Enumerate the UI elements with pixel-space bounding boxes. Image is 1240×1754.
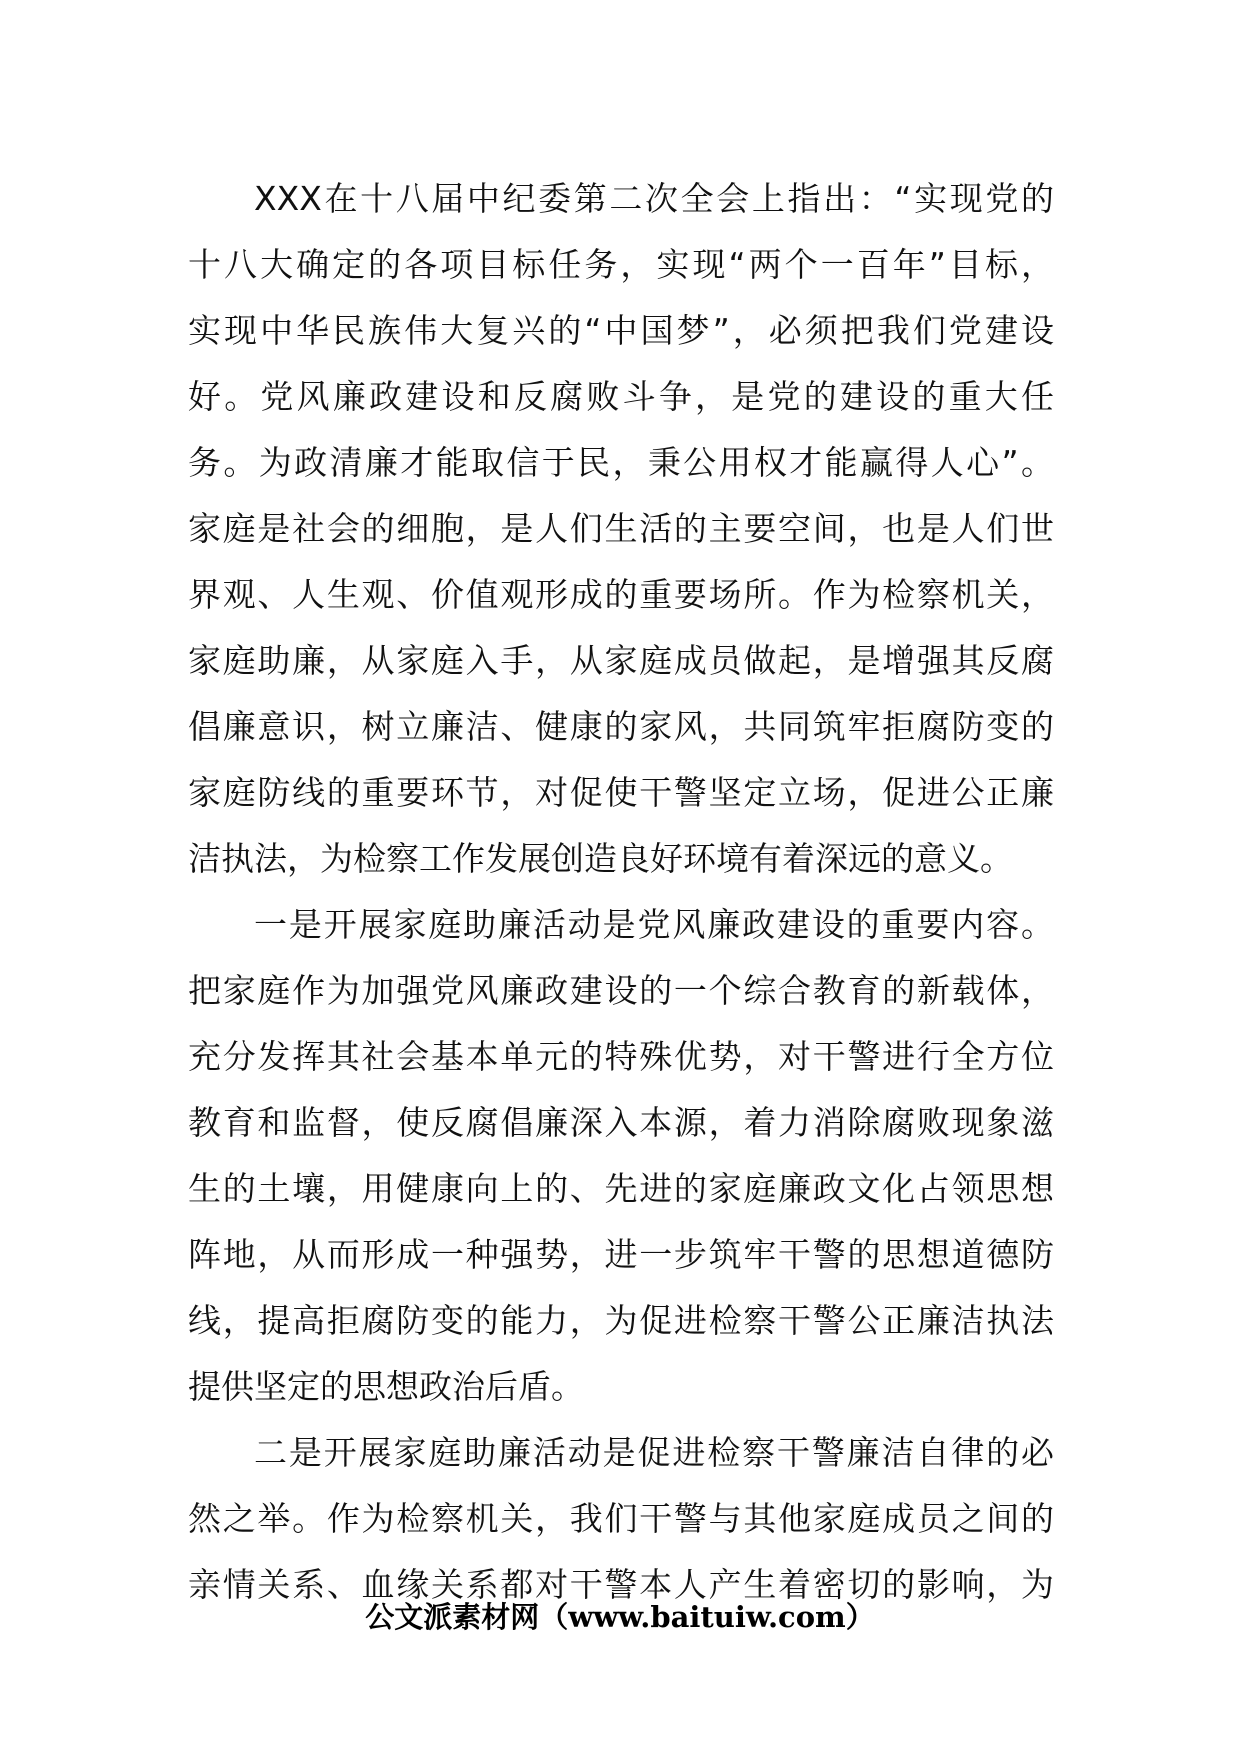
paragraph-2-line-4: 教育和监督，使反腐倡廉深入本源，着力消除腐败现象滋 (188, 1103, 1054, 1142)
paragraph-1-line-6: 家庭是社会的细胞，是人们生活的主要空间，也是人们世 (188, 509, 1054, 548)
paragraph-1-line-8: 家庭助廉，从家庭入手，从家庭成员做起，是增强其反腐 (188, 641, 1054, 680)
paragraph-1-line-3: 实现中华民族伟大复兴的“中国梦”，必须把我们党建设 (188, 311, 1054, 350)
paragraph-3-line-3: 亲情关系、血缘关系都对干警本人产生着密切的影响，为 (188, 1565, 1054, 1604)
paragraph-2-line-1: 一是开展家庭助廉活动是党风廉政建设的重要内容。 (254, 905, 1054, 944)
paragraph-2-line-3: 充分发挥其社会基本单元的特殊优势，对干警进行全方位 (188, 1037, 1054, 1076)
paragraph-2-line-2: 把家庭作为加强党风廉政建设的一个综合教育的新载体， (188, 971, 1054, 1010)
paragraph-3-line-1: 二是开展家庭助廉活动是促进检察干警廉洁自律的必 (254, 1433, 1054, 1472)
paragraph-1-line-1: XXX在十八届中纪委第二次全会上指出：“实现党的 (254, 179, 1054, 218)
paragraph-1-line-10: 家庭防线的重要环节，对促使干警坚定立场，促进公正廉 (188, 773, 1054, 812)
paragraph-2-line-6: 阵地，从而形成一种强势，进一步筑牢干警的思想道德防 (188, 1235, 1054, 1274)
paragraph-1-line-5: 务。为政清廉才能取信于民，秉公用权才能赢得人心”。 (188, 443, 1054, 482)
paragraph-2-line-7: 线，提高拒腐防变的能力，为促进检察干警公正廉洁执法 (188, 1301, 1054, 1340)
paragraph-1-line-11: 洁执法，为检察工作发展创造良好环境有着深远的意义。 (188, 839, 1013, 878)
paragraph-2-line-8: 提供坚定的思想政治后盾。 (188, 1367, 584, 1406)
footer-watermark: 公文派素材网（www.baituiw.com） (365, 1600, 875, 1634)
paragraph-1-line-2: 十八大确定的各项目标任务，实现“两个一百年”目标， (188, 245, 1054, 284)
paragraph-1-line-4: 好。党风廉政建设和反腐败斗争，是党的建设的重大任 (188, 377, 1054, 416)
paragraph-1-line-7: 界观、人生观、价值观形成的重要场所。作为检察机关， (188, 575, 1054, 614)
paragraph-3-line-2: 然之举。作为检察机关，我们干警与其他家庭成员之间的 (188, 1499, 1054, 1538)
paragraph-2-line-5: 生的土壤，用健康向上的、先进的家庭廉政文化占领思想 (188, 1169, 1054, 1208)
paragraph-1-line-9: 倡廉意识，树立廉洁、健康的家风，共同筑牢拒腐防变的 (188, 707, 1054, 746)
document-body (188, 166, 1054, 1618)
